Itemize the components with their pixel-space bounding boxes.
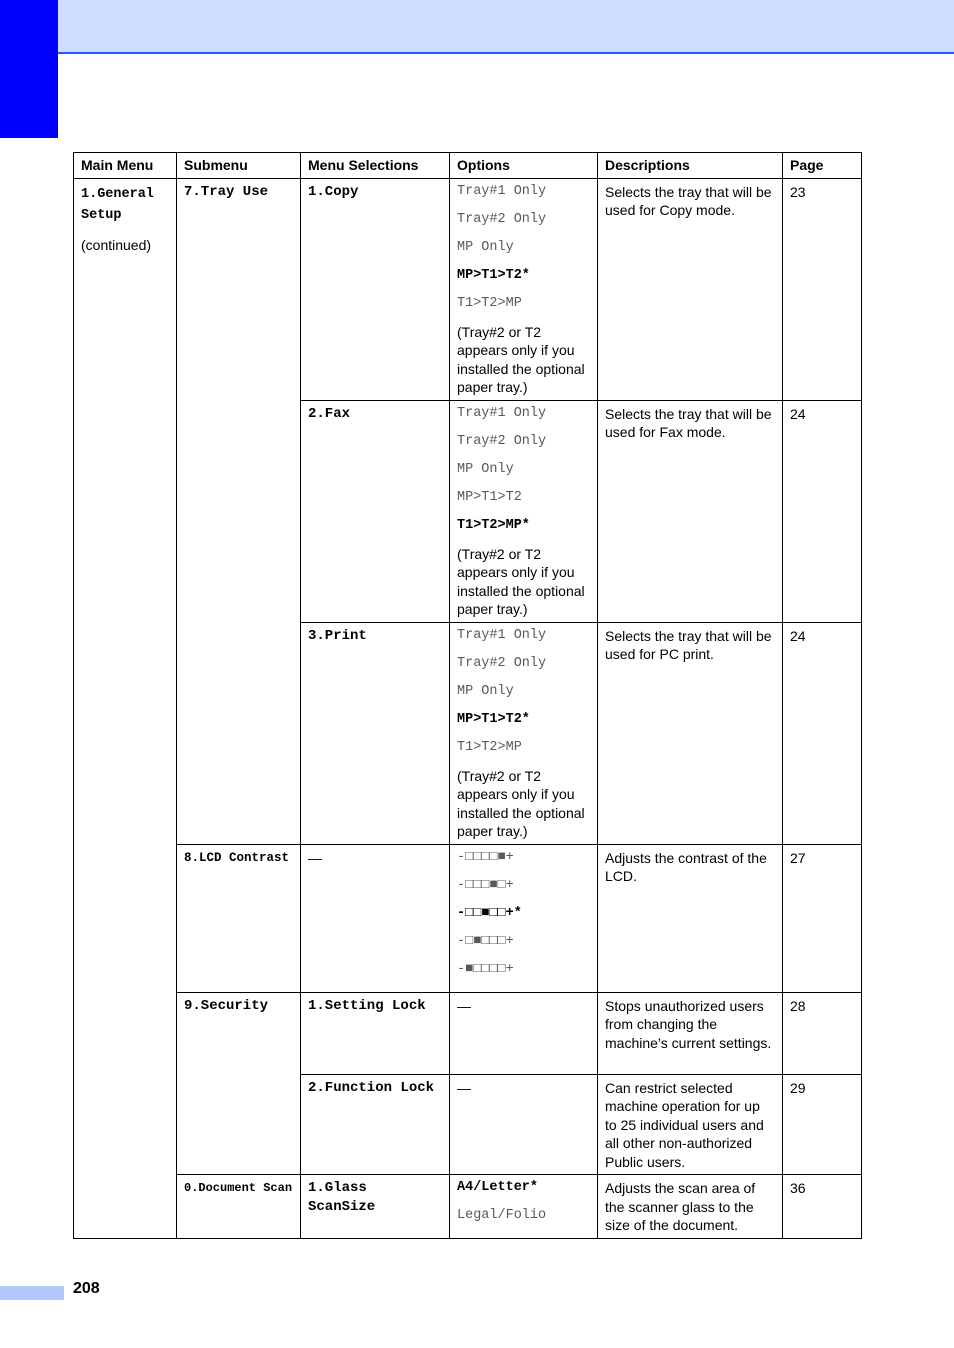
description-doc-scan: Adjusts the scan area of the scanner glass to the size of the document. <box>598 1175 783 1239</box>
option-item-default: MP>T1>T2* <box>457 711 530 727</box>
option-note: (Tray#2 or T2 appears only if you installed the optional paper tray.) <box>457 767 585 839</box>
table-row <box>74 178 862 400</box>
table-row <box>74 844 862 992</box>
footer-tab <box>0 1286 64 1300</box>
option-item-default: MP>T1>T2* <box>457 267 530 283</box>
description-function-lock: Can restrict selected machine operation for up to 25 individual users and all other non-authorized Public users. <box>598 1074 783 1175</box>
option-item: T1>T2>MP <box>457 739 522 755</box>
options-doc-scan <box>450 1175 598 1239</box>
option-item: Tray#1 Only <box>457 627 547 643</box>
selection-setting-lock: 1.Setting Lock <box>301 992 450 1074</box>
selection-fax: 2.Fax <box>301 400 450 622</box>
selection-glass-scansize: 1.Glass ScanSize <box>301 1175 450 1239</box>
page-setting-lock: 28 <box>783 992 862 1074</box>
main-menu-cell <box>74 178 177 1239</box>
selection-function-lock: 2.Function Lock <box>301 1074 450 1175</box>
page-copy: 23 <box>783 178 862 400</box>
option-item: -□■□□□+ <box>457 933 514 949</box>
option-item: MP Only <box>457 461 514 477</box>
submenu-security: 9.Security <box>177 992 301 1175</box>
header-band <box>58 0 954 54</box>
options-fax <box>450 400 598 622</box>
option-item: Tray#2 Only <box>457 655 547 671</box>
col-header-page: Page <box>783 153 862 179</box>
description-lcd: Adjusts the contrast of the LCD. <box>598 844 783 992</box>
col-header-main-menu: Main Menu <box>74 153 177 179</box>
option-item: -□□□□■+ <box>457 849 514 865</box>
option-item: MP>T1>T2 <box>457 489 522 505</box>
option-item: Legal/Folio <box>457 1208 547 1223</box>
page-doc-scan: 36 <box>783 1175 862 1239</box>
option-item: Tray#1 Only <box>457 183 547 199</box>
main-menu-label: 1.General Setup <box>81 186 154 223</box>
selection-print: 3.Print <box>301 622 450 844</box>
continued-label: (continued) <box>81 236 152 253</box>
description-setting-lock: Stops unauthorized users from changing the machine’s current settings. <box>598 992 783 1074</box>
selection-copy: 1.Copy <box>301 178 450 400</box>
options-function-lock: — <box>450 1074 598 1175</box>
table-header-row <box>74 153 862 179</box>
option-item: T1>T2>MP <box>457 295 522 311</box>
option-note: (Tray#2 or T2 appears only if you installed the optional paper tray.) <box>457 545 585 617</box>
option-item: Tray#2 Only <box>457 211 547 227</box>
options-copy <box>450 178 598 400</box>
description-print: Selects the tray that will be used for PC print. <box>598 622 783 844</box>
col-header-menu-selections: Menu Selections <box>301 153 450 179</box>
selection-lcd: — <box>301 844 450 992</box>
page-number: 208 <box>73 1280 100 1297</box>
col-header-options: Options <box>450 153 598 179</box>
option-item: -■□□□□+ <box>457 961 514 977</box>
option-item: Tray#1 Only <box>457 405 547 421</box>
option-item-default: A4/Letter* <box>457 1180 539 1195</box>
table-row <box>74 992 862 1074</box>
option-item: MP Only <box>457 683 514 699</box>
options-lcd <box>450 844 598 992</box>
option-item: -□□□■□+ <box>457 877 514 893</box>
options-print <box>450 622 598 844</box>
page-function-lock: 29 <box>783 1074 862 1175</box>
col-header-submenu: Submenu <box>177 153 301 179</box>
description-fax: Selects the tray that will be used for Fax mode. <box>598 400 783 622</box>
submenu-document-scan: 0.Document Scan <box>177 1175 301 1239</box>
option-item-default: T1>T2>MP* <box>457 517 530 533</box>
table-row <box>74 1175 862 1239</box>
option-item: Tray#2 Only <box>457 433 547 449</box>
option-item-default: -□□■□□+* <box>457 905 522 921</box>
page-fax: 24 <box>783 400 862 622</box>
option-item: MP Only <box>457 239 514 255</box>
col-header-descriptions: Descriptions <box>598 153 783 179</box>
submenu-lcd-contrast: 8.LCD Contrast <box>177 844 301 992</box>
submenu-tray-use: 7.Tray Use <box>177 178 301 844</box>
options-setting-lock: — <box>450 992 598 1074</box>
description-copy: Selects the tray that will be used for Copy mode. <box>598 178 783 400</box>
chapter-tab <box>0 0 58 138</box>
menu-table <box>73 152 862 1239</box>
page-lcd: 27 <box>783 844 862 992</box>
option-note: (Tray#2 or T2 appears only if you installed the optional paper tray.) <box>457 323 585 395</box>
page-print: 24 <box>783 622 862 844</box>
